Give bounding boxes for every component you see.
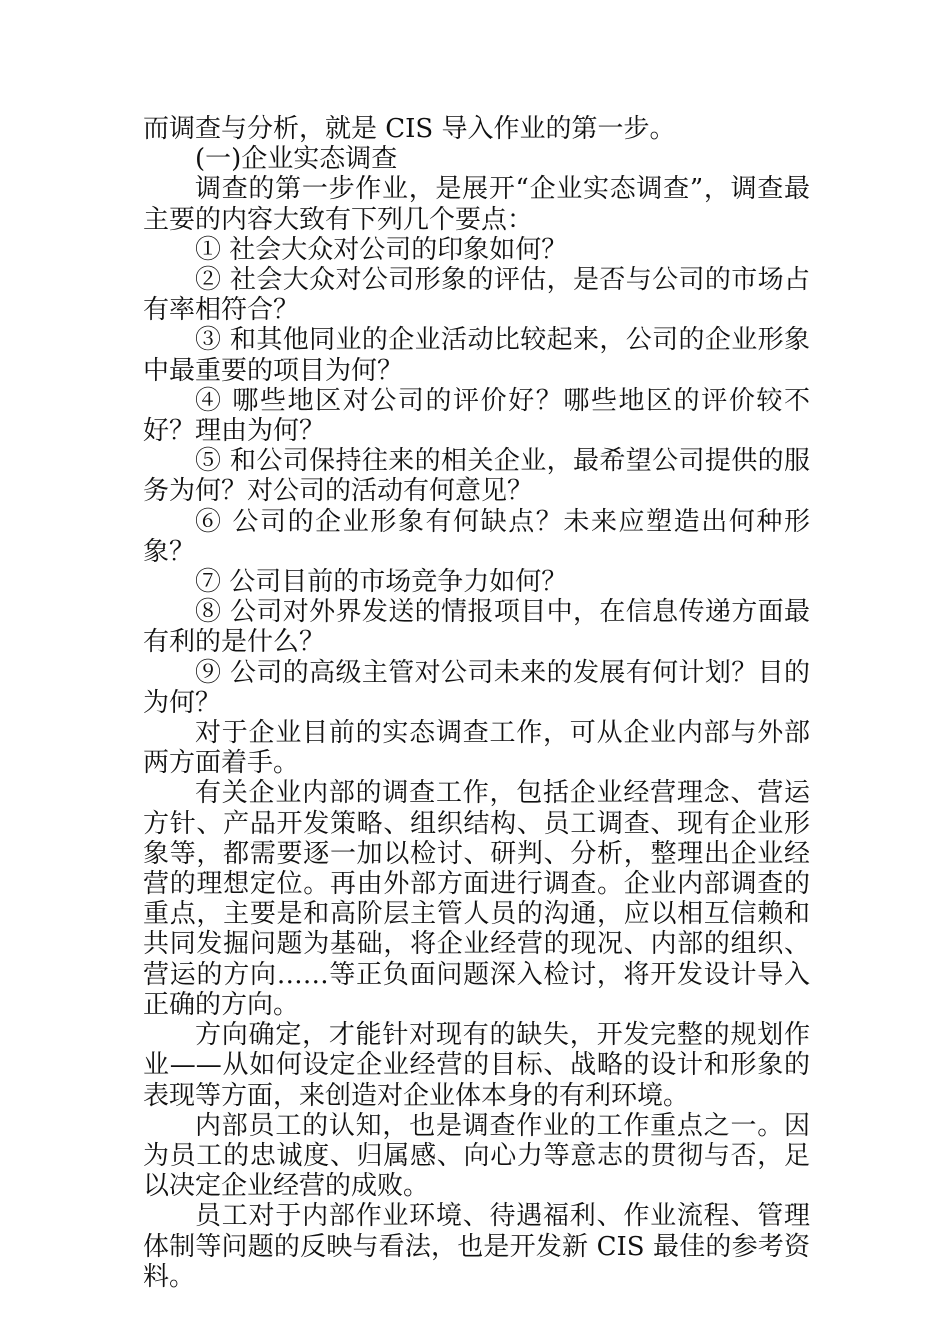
- list-item: ③ 和其他同业的企业活动比较起来，公司的企业形象中最重要的项目为何？: [143, 325, 810, 386]
- section-heading: (一)企业实态调查: [195, 144, 398, 175]
- list-item: ⑨ 公司的高级主管对公司未来的发展有何计划？目的为何？: [143, 657, 810, 718]
- list-item: ⑥ 公司的企业形象有何缺点？未来应塑造出何种形象？: [143, 506, 810, 567]
- list-item: ④ 哪些地区对公司的评价好？哪些地区的评价较不好？理由为何？: [143, 385, 810, 447]
- paragraph: 对于企业目前的实态调查工作，可从企业内部与外部两方面着手。: [143, 718, 810, 779]
- paragraph-continuation: 而调查与分析，就是 CIS 导入作业的第一步。: [143, 114, 676, 144]
- paragraph: 方向确定，才能针对现有的缺失，开发完整的规划作业——从如何设定企业经营的目标、战略的设计和形象的表现等方面，来创造对企业体本身的有利环境。: [143, 1020, 810, 1111]
- document-page: [143, 114, 810, 1292]
- list-item: ⑧ 公司对外界发送的情报项目中，在信息传递方面最有利的是什么？: [143, 597, 810, 658]
- list-item: ⑦ 公司目前的市场竞争力如何？: [195, 567, 568, 598]
- paragraph: 员工对于内部作业环境、待遇福利、作业流程、管理体制等问题的反映与看法，也是开发新 CIS 最佳的参考资料。: [143, 1201, 810, 1292]
- list-item: ① 社会大众对公司的印象如何？: [195, 234, 568, 265]
- paragraph-intro: 调查的第一步作业，是展开“企业实态调查”，调查最主要的内容大致有下列几个要点：: [143, 174, 810, 235]
- paragraph: 有关企业内部的调查工作，包括企业经营理念、营运方针、产品开发策略、组织结构、员工调查、现有企业形象等，都需要逐一加以检讨、研判、分析，整理出企业经营的理想定位。再由外部方面进行调查。企业内部调查的重点，主要是和高阶层主管人员的沟通，应以相互信赖和共同发掘问题为基础，将企业经营的现况、内部的组织、营运的方向……等正负面问题深入检讨，将开发设计导入正确的方向。: [143, 778, 810, 1020]
- paragraph: 内部员工的认知，也是调查作业的工作重点之一。因为员工的忠诚度、归属感、向心力等意志的贯彻与否，足以决定企业经营的成败。: [143, 1110, 810, 1202]
- list-item: ⑤ 和公司保持往来的相关企业，最希望公司提供的服务为何？对公司的活动有何意见？: [143, 446, 810, 507]
- list-item: ② 社会大众对公司形象的评估，是否与公司的市场占有率相符合？: [143, 265, 810, 326]
